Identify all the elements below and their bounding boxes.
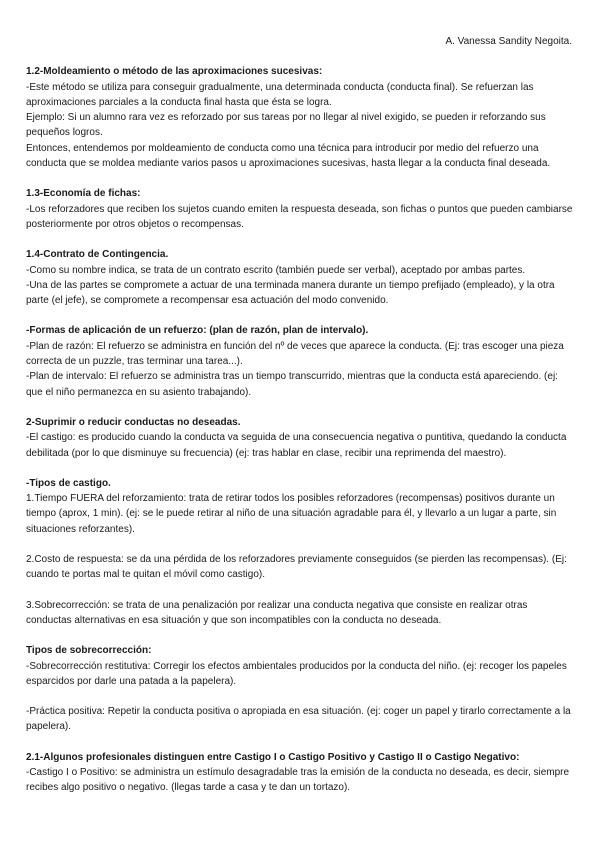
paragraph: -Este método se utiliza para conseguir gradualmente, una determinada conducta (conducta final). Se refuerzan las aproximaciones parciales a la conducta final hasta que ésta se logra. [26, 81, 534, 108]
section-moldeamiento [26, 64, 574, 171]
paragraph: -Como su nombre indica, se trata de un contrato escrito (también puede ser verbal), aceptado por ambas partes. [26, 264, 526, 276]
section-heading: 2.1-Algunos profesionales distinguen entre Castigo I o Castigo Positivo y Castigo II o Castigo Negativo: [26, 751, 520, 763]
paragraph: -Plan de razón: El refuerzo se administra en función del nº de veces que aparece la conducta. (Ej: tras escoger una pieza correcta de un puzzle, tras terminar una tarea...). [26, 340, 564, 368]
paragraph: -Los reforzadores que reciben los sujetos cuando emiten la respuesta deseada, son fichas o puntos que pueden cambiarse posteriormente por otros objetos o recompensas. [26, 203, 573, 230]
paragraph: -El castigo: es producido cuando la conducta va seguida de una consecuencia negativa o puntitiva, quedando la conducta debilitada (por lo que disminuye su frecuencia) (ej: tras hablar en clase, recibir una reprimenda del maestro). [26, 432, 567, 459]
paragraph: -Plan de intervalo: El refuerzo se administra tras un tiempo transcurrido, mientras que la conducta está apareciendo. (ej: que el niño permanezca en su asiento trabajando). [26, 371, 558, 398]
paragraph: -Sobrecorrección restitutiva: Corregir los efectos ambientales producidos por la conducta del niño. (ej: recoger los papeles esparcidos por darle una patada a la papelera). [26, 660, 567, 687]
paragraph: 2.Costo de respuesta: se da una pérdida de los reforzadores previamente conseguidos (se pierden las recompensas). (Ej: cuando te portas mal te quitan el móvil como castigo). [26, 554, 567, 581]
section-contrato-contingencia [26, 247, 574, 308]
section-heading: Tipos de sobrecorrección: [26, 645, 152, 657]
paragraph: -Práctica positiva: Repetir la conducta positiva o apropiada en esa situación. (ej: coger un papel y tirarlo correctamente a la papelera). [26, 706, 571, 733]
paragraph: Ejemplo: Si un alumno rara vez es reforzado por sus tareas por no llegar al nivel exigido, se pueden ir reforzando sus pequeños logros. [26, 112, 546, 139]
paragraph: -Una de las partes se compromete a actuar de una terminada manera durante un tiempo prefijado (empleado), y la otra parte (el jefe), se compromete a recompensar esa actuación del modo convenido. [26, 279, 555, 307]
section-heading: 1.3-Economía de fichas: [26, 188, 141, 200]
section-castigo-positivo-negativo [26, 750, 574, 796]
author-name: A. Vanessa Sandity Negoita. [445, 36, 572, 47]
section-suprimir-conductas [26, 415, 574, 461]
paragraph: 3.Sobrecorrección: se trata de una penalización por realizar una conducta negativa que consiste en realizar otras conductas alternativas en esa situación y que son incompatibles con la conducta no deseada. [26, 599, 528, 626]
section-heading: 1.2-Moldeamiento o método de las aproximaciones sucesivas: [26, 66, 323, 78]
paragraph: 1.Tiempo FUERA del reforzamiento: trata de retirar todos los posibles reforzadores (recompensas) positivos durante un tiempo (aprox, 1 min). (ej: se le puede retirar al niño de una situación agradable para él, y llevarlo a un lugar a parte, sin situaciones reforzantes). [26, 493, 557, 535]
paragraph: Entonces, entendemos por moldeamiento de conducta como una técnica para introducir por medio del refuerzo una conducta que se moldea mediante varios pasos u aproximaciones sucesivas, hasta llegar a la conducta final deseada. [26, 142, 551, 170]
section-sobrecorreccion [26, 598, 574, 629]
section-heading: -Formas de aplicación de un refuerzo: (plan de razón, plan de intervalo). [26, 325, 369, 337]
section-heading: 2-Suprimir o reducir conductas no deseadas. [26, 416, 241, 428]
section-practica-positiva [26, 704, 574, 735]
section-tipos-sobrecorreccion [26, 643, 574, 689]
section-heading: 1.4-Contrato de Contingencia. [26, 249, 169, 261]
section-heading: -Tipos de castigo. [26, 477, 111, 489]
section-tipos-castigo [26, 476, 574, 537]
section-economia-fichas [26, 186, 574, 232]
section-costo-respuesta [26, 552, 574, 583]
paragraph: -Castigo I o Positivo: se administra un estímulo desagradable tras la emisión de la conducta no deseada, es decir, siempre recibes algo positivo o negativo. (llegas tarde a casa y te dan un tortazo). [26, 766, 570, 794]
section-formas-refuerzo [26, 323, 574, 399]
